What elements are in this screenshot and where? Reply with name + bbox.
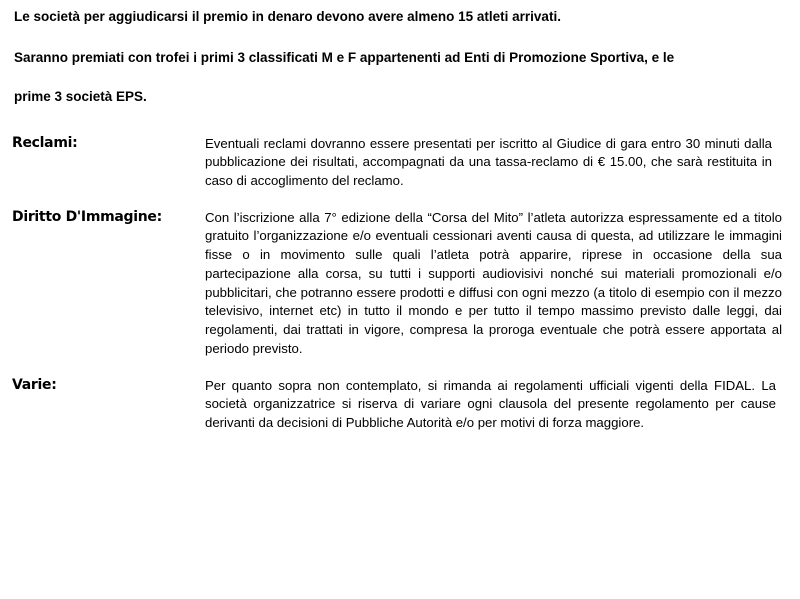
section-label-diritto-immagine: Diritto D'Immagine:	[12, 208, 162, 225]
section-label-reclami: Reclami:	[12, 134, 78, 151]
section-body-reclami: Eventuali reclami dovranno essere presentati per iscritto al Giudice di gara entro 30 minuti dalla pubblicazione dei risultati, accompagnati da una tassa-reclamo di € 15.00, che sarà restituita in caso di accoglimento del reclamo.	[205, 135, 772, 188]
spacer	[14, 66, 786, 90]
intro-line-1: Le società per aggiudicarsi il premio in denaro devono avere almeno 15 atleti arrivati.	[14, 9, 561, 24]
section-varie	[0, 377, 800, 433]
section-body-diritto-immagine: Con l’iscrizione alla 7° edizione della “Corsa del Mito” l’atleta autorizza espressamente ed a titolo gratuito l’organizzazione e/o eventuali cessionari aventi causa di questa, ad utilizzare le immagini fisse o in movimento sulle quali l’atleta potrà apparire, riprese in occasione della sua partecipazione alla corsa, su tutti i supporti audiovisivi nonché sui materiali promozionali e/o pubblicitari, che potranno essere prodotti e diffusi con ogni mezzo (a titolo di esempio con il mezzo televisivo, internet etc) in tutto il mondo e per tutto il tempo massimo previsto dalle leggi, dai regolamenti, dai trattati in vigore, compresa la proroga eventuale che potrà essere apportata al periodo previsto.	[205, 209, 782, 356]
spacer	[14, 25, 786, 51]
intro-block	[0, 0, 800, 105]
sections-list	[0, 135, 800, 433]
section-reclami	[0, 135, 800, 191]
intro-line-2: Saranno premiati con trofei i primi 3 classificati M e F appartenenti ad Enti di Promozione Sportiva, e le	[14, 49, 675, 65]
section-diritto-immagine	[0, 209, 800, 359]
section-body-varie: Per quanto sopra non contemplato, si rimanda ai regolamenti ufficiali vigenti della FIDAL. La società organizzatrice si riserva di variare ogni clausola del presente regolamento per cause derivanti da decisioni di Pubbliche Autorità e/o per motivi di forza maggiore.	[205, 377, 776, 431]
intro-line-3: prime 3 società EPS.	[14, 88, 147, 104]
section-label-varie: Varie:	[12, 376, 57, 393]
